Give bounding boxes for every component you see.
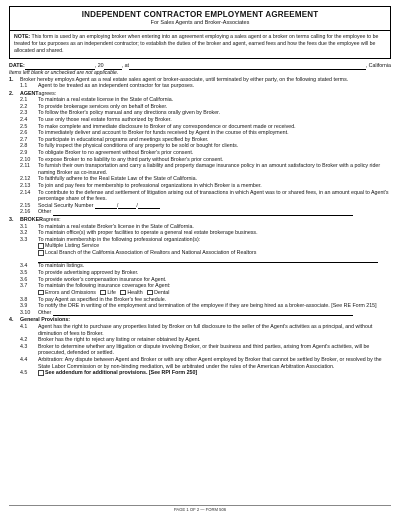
item-text: To maintain listings. <box>38 263 85 270</box>
checkbox-icon[interactable] <box>38 250 44 256</box>
option-label: Life <box>107 289 116 296</box>
ssn-label: Social Security Number <box>38 202 94 209</box>
section-3-list-a <box>9 224 391 244</box>
page-footer: PAGE 1 OF 2 — FORM 506 <box>9 505 391 512</box>
list-item <box>9 163 391 176</box>
item-text: To maintain a real estate license in the State of California. <box>38 97 174 104</box>
list-item <box>9 237 391 244</box>
option-label: Dental <box>154 289 170 296</box>
section-2-list <box>9 97 391 203</box>
item-number: 1.1 <box>20 83 28 90</box>
list-item <box>9 176 391 183</box>
list-item <box>9 230 391 237</box>
option-label: Errors and Omissions <box>45 289 96 296</box>
list-item <box>9 183 391 190</box>
item-number: 4.5 <box>20 370 28 377</box>
item-text: To obligate Broker to no agreement without Broker's prior consent. <box>38 150 194 157</box>
item-number: 3.7 <box>20 283 28 290</box>
document-subtitle: For Sales Agents and Broker-Associates <box>150 20 250 26</box>
list-item <box>9 337 391 344</box>
item-text: To participate in educational programs and meetings specified by Broker. <box>38 136 209 143</box>
item-number: 3.9 <box>20 303 28 310</box>
section-2-number: 2. <box>9 90 14 97</box>
location-field[interactable] <box>129 63 366 70</box>
item-number: 3.5 <box>20 270 28 277</box>
item-text: Arbitration: Any dispute between Agent and Broker or with any other Agent employed by Broker that cannot be settled by Broker, or resolved by the State Labor Commission or by non-binding mediation, will be arbitrated under the rules of the American Arbitration Association. <box>38 356 382 370</box>
list-item <box>9 137 391 144</box>
option-label: Health <box>127 289 143 296</box>
list-item <box>9 357 391 370</box>
item-text: To pay Agent as specified in the Broker's fee schedule. <box>38 296 167 303</box>
item-number: 3.2 <box>20 230 28 237</box>
item-number: 2.13 <box>20 183 31 189</box>
list-item <box>9 190 391 203</box>
item-number: 3.1 <box>20 223 28 230</box>
item-number: 2.16 <box>20 209 31 216</box>
list-item <box>9 130 391 137</box>
item-text: To follow the Broker's policy manual and any directions orally given by Broker. <box>38 110 221 117</box>
coverage-health[interactable] <box>120 290 142 296</box>
item-text: To contribute to the defense and settlement of litigation arising out of transactions in which Agent was to or shared fees, in an amount equal to Agent's percentage share of the fees. <box>38 189 389 203</box>
item-number: 2.2 <box>20 103 28 110</box>
item-number: 2.14 <box>20 189 31 196</box>
checkbox-icon[interactable] <box>100 290 106 296</box>
item-text: To provide brokerage services only on behalf of Broker. <box>38 103 168 110</box>
section-3 <box>9 217 391 316</box>
item-number: 2.3 <box>20 110 28 117</box>
section-4-list <box>9 324 391 370</box>
option-label: Multiple Listing Service <box>45 243 100 250</box>
item-number: 2.9 <box>20 150 28 157</box>
list-item <box>9 117 391 124</box>
list-item <box>9 370 391 377</box>
checkbox-icon[interactable] <box>120 290 126 296</box>
item-number: 3.10 <box>20 309 31 316</box>
date-label: DATE: <box>9 63 25 69</box>
item-number: 4.3 <box>20 343 28 350</box>
coverage-dental[interactable] <box>147 290 169 296</box>
item-text: To maintain office(s) with proper facilities to operate a general real estate brokerage business. <box>38 230 258 237</box>
item-number: 2.6 <box>20 130 28 137</box>
list-item <box>9 150 391 157</box>
list-item <box>9 104 391 111</box>
ssn-row: 2.15 Social Security Number / / <box>9 203 391 210</box>
list-item <box>9 270 391 277</box>
checkbox-icon[interactable] <box>38 290 44 296</box>
item-text: To join and pay fees for membership to professional organizations in which Broker is a member. <box>38 183 262 189</box>
addendum-text: See addendum for additional provisions. [See RPI Form 250] <box>45 370 198 377</box>
list-item <box>9 297 391 304</box>
option-label: Local Branch of the California Association of Realtors and National Association of Realtors <box>45 250 257 257</box>
other-label: Other <box>38 309 52 316</box>
blank-note: Items left blank or unchecked are not applicable. <box>9 70 119 76</box>
list-item <box>9 324 391 337</box>
item-number: 2.10 <box>20 156 31 163</box>
list-item <box>9 83 391 90</box>
section-2-title: AGENT <box>20 90 39 97</box>
item-text: To faithfully adhere to the Real Estate Law of the State of California. <box>38 176 197 183</box>
item-text: Broker to determine whether any litigation or dispute involving Broker, or their business and third parties, arising from Agent's activities, will be prosecuted, defended or settled. <box>38 343 370 357</box>
item-text: To fully inspect the physical conditions of any property to be sold or bought for clients. <box>38 143 239 150</box>
date-at: , at <box>121 63 130 69</box>
item-number: 2.7 <box>20 136 28 143</box>
year-field[interactable] <box>104 63 122 70</box>
checkbox-icon[interactable] <box>147 290 153 296</box>
list-item <box>9 277 391 284</box>
list-item <box>9 263 391 270</box>
section-3-list-b <box>9 263 391 289</box>
item-number: 2.8 <box>20 143 28 150</box>
item-text: Agent to be treated as an independent contractor for tax purposes. <box>38 83 195 90</box>
item-number: 3.4 <box>20 263 28 270</box>
document-title: INDEPENDENT CONTRACTOR EMPLOYMENT AGREEMENT <box>81 10 319 19</box>
agreement-page <box>9 6 391 512</box>
other-field[interactable] <box>53 315 353 316</box>
item-text: To use only those real estate forms authorized by Broker. <box>38 117 172 124</box>
item-text: To provide advertising approved by Broker. <box>38 270 139 277</box>
item-number: 3.3 <box>20 236 28 243</box>
note-box <box>9 31 391 59</box>
section-3-title-suffix: agrees: <box>42 216 61 223</box>
item-number: 4.1 <box>20 323 28 330</box>
item-number: 2.11 <box>20 163 30 170</box>
item-text: To provide worker's compensation insurance for Agent. <box>38 276 167 283</box>
other-row <box>9 209 391 216</box>
item-text: To maintain a real estate Broker's license in the State of California. <box>38 223 194 230</box>
section-4-title: General Provisions: <box>20 317 71 324</box>
list-item <box>9 224 391 231</box>
note-label: NOTE: <box>14 34 31 40</box>
checkbox-icon[interactable] <box>38 243 44 249</box>
item-number: 2.1 <box>20 97 28 104</box>
date-field[interactable] <box>25 63 95 70</box>
list-item <box>9 344 391 357</box>
org-option-mls[interactable] <box>38 243 391 250</box>
coverage-options <box>9 290 391 297</box>
list-item <box>9 157 391 164</box>
list-item <box>9 303 391 310</box>
item-text: To furnish their own transportation and carry a liability and property damage insurance policy in an amount satisfactory to Broker with a policy rider naming Broker as co-insured. <box>38 163 381 176</box>
item-text: Agent has the right to purchase any properties listed by Broker on full disclosure to the seller of the Agent's activities as a principal, and without diminution of fees to Broker. <box>38 323 373 337</box>
date-year-prefix: , 20 <box>94 63 104 69</box>
other-label: Other <box>38 209 52 216</box>
section-1-number: 1. <box>9 76 14 83</box>
list-item <box>9 110 391 117</box>
section-3-list-c <box>9 297 391 310</box>
list-item <box>9 97 391 104</box>
checkbox-icon[interactable] <box>38 370 44 376</box>
section-2 <box>9 91 391 216</box>
org-option-car[interactable] <box>38 250 391 257</box>
item-text: To expose Broker to no liability to any third party without Broker's prior consent. <box>38 156 224 163</box>
section-4 <box>9 317 391 377</box>
list-item <box>9 283 391 290</box>
item-text: To notify the DRE in writing of the employment and termination of the employee if they are being hired as a broker-associate. [See RE Form 215] <box>38 303 377 310</box>
date-state: , California <box>365 63 391 69</box>
item-number: 3.8 <box>20 296 28 303</box>
org-options <box>9 243 391 263</box>
item-number: 2.15 <box>20 202 31 209</box>
other-row <box>9 310 391 317</box>
item-number: 3.6 <box>20 276 28 283</box>
other-field[interactable] <box>53 215 353 216</box>
section-2-title-suffix: agrees: <box>38 90 57 97</box>
item-number: 4.2 <box>20 337 28 344</box>
item-text: Broker has the right to reject any listing or retainer obtained by Agent. <box>38 337 201 344</box>
title-box <box>9 6 391 31</box>
section-1 <box>9 77 391 90</box>
item-number: 4.4 <box>20 356 28 363</box>
coverage-eo[interactable] <box>38 290 96 296</box>
item-number: 2.12 <box>20 176 31 183</box>
coverage-life[interactable] <box>100 290 116 296</box>
item-text: To maintain the following insurance coverages for Agent: <box>38 283 171 290</box>
section-3-title: BROKER <box>20 216 43 223</box>
item-text: To maintain membership in the following professional organization(s): <box>38 236 201 243</box>
item-number: 2.5 <box>20 123 28 130</box>
item-text: To make complete and immediate disclosure to Broker of any correspondence or document made or received. <box>38 123 296 130</box>
section-4-number: 4. <box>9 317 14 324</box>
list-item <box>9 124 391 131</box>
list-item <box>9 143 391 150</box>
section-1-text: Broker hereby employs Agent as a real estate sales agent or broker-associate, until terminated by either party, on the following stated terms. <box>20 76 349 83</box>
date-line <box>9 63 391 70</box>
note-text: This form is used by an employing broker when entering into an agreement employing a sales agent or a broker on terms calling for the employee to be treated for tax purposes as an independent contractor; to establish the duties of the broker and agent, earned fees and how the fees due the employee will be allocated and shared. <box>14 34 379 54</box>
section-3-number: 3. <box>9 216 14 223</box>
item-number: 2.4 <box>20 117 28 124</box>
item-text: To immediately deliver and account to Broker for funds received by Agent in the course of this employment. <box>38 130 289 137</box>
